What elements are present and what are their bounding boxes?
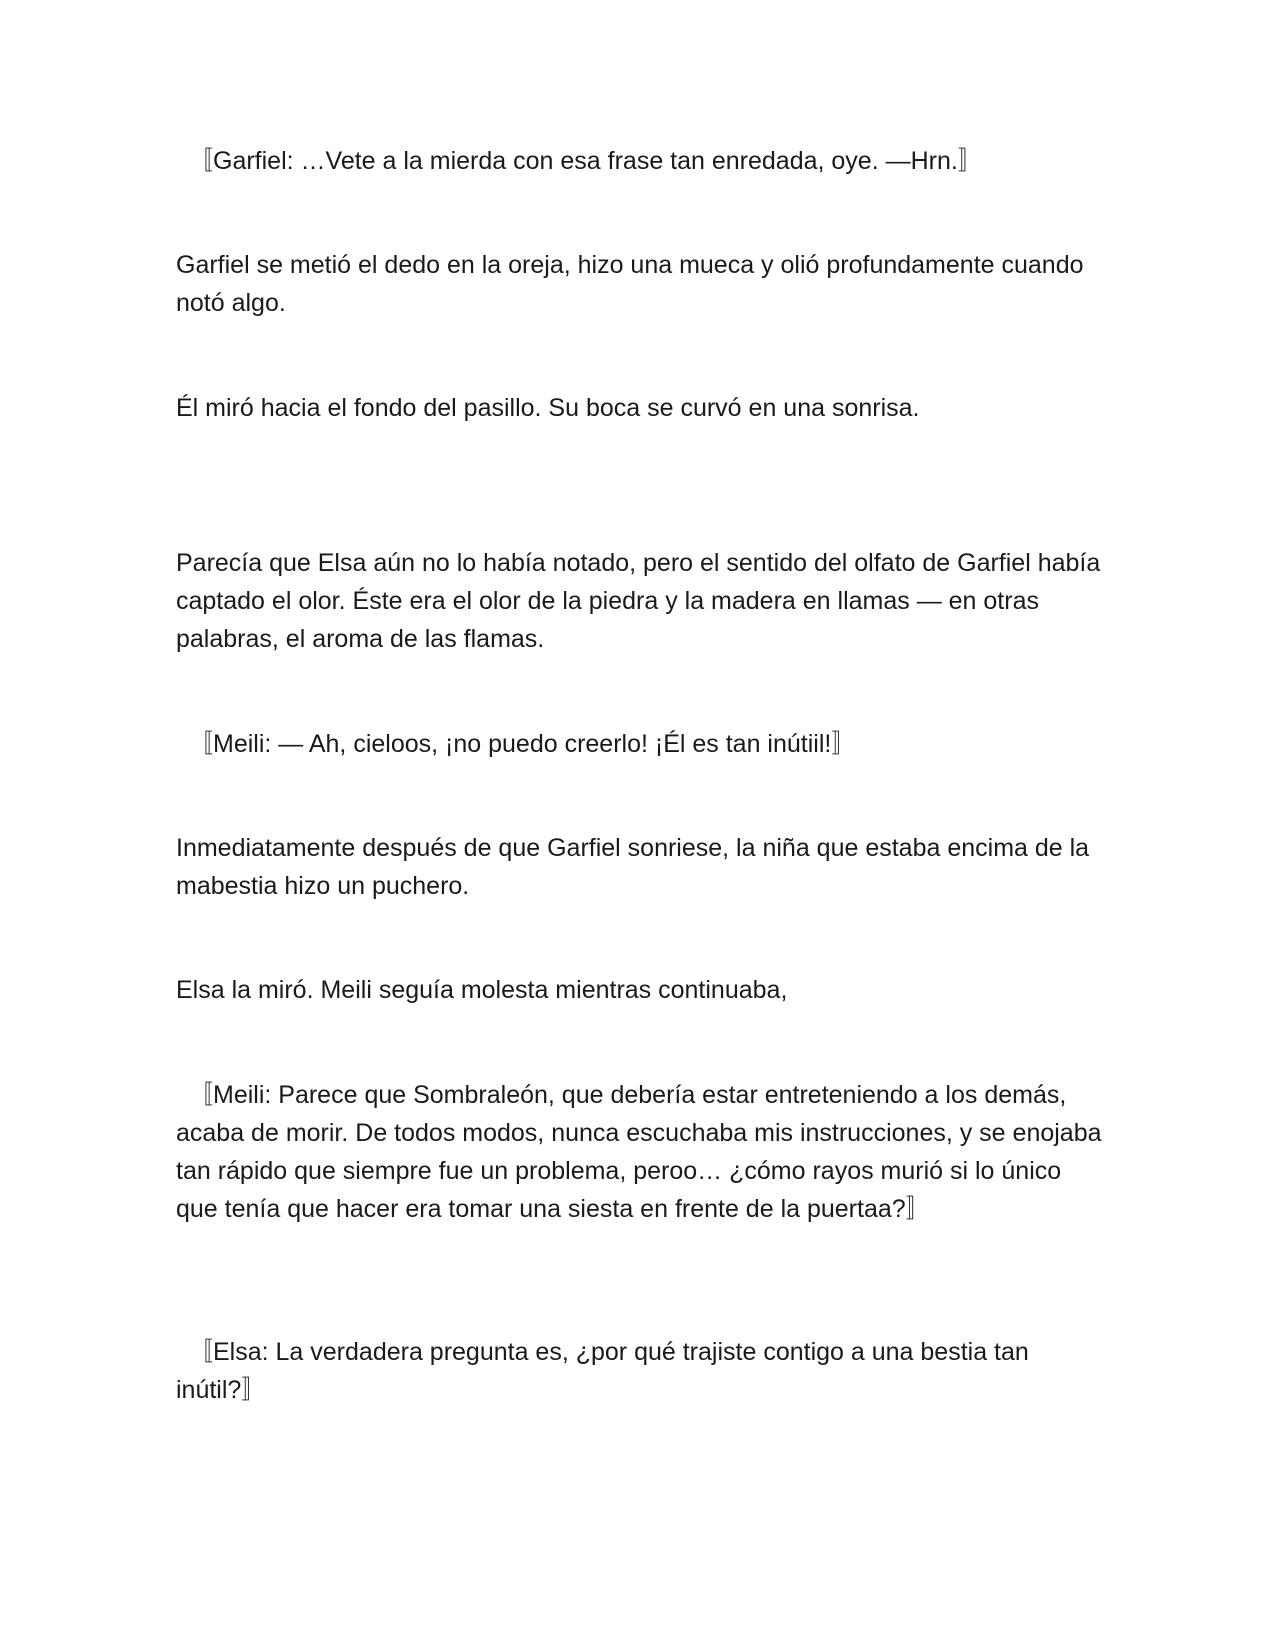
- paragraph-hallway-smile: Él miró hacia el fondo del pasillo. Su boca se curvó en una sonrisa.: [176, 394, 920, 422]
- paragraph-meili-sombraleon: 〚Meili: Parece que Sombraleón, que debería estar entreteniendo a los demás, acaba de morir. De todos modos, nunca escuchaba mis instrucciones, y se enojaba tan rápido que siempre fue un problema, peroo… ¿cómo rayos murió si lo único que tenía que hacer era tomar una siesta en frente de la puertaa?〛: [176, 1081, 1102, 1223]
- paragraph-elsa-looks: Elsa la miró. Meili seguía molesta mientras continuaba,: [176, 976, 788, 1004]
- paragraph-garfiel-dialogue: 〚Garfiel: …Vete a la mierda con esa frase tan enredada, oye. —Hrn.〛: [188, 147, 983, 175]
- paragraph-meili-pout: Inmediatamente después de que Garfiel sonriese, la niña que estaba encima de la mabestia hizo un puchero.: [176, 834, 1090, 900]
- paragraph-meili-exclaim: 〚Meili: — Ah, cieloos, ¡no puedo creerlo! ¡Él es tan inútiil!〛: [188, 730, 857, 758]
- paragraph-elsa-question: 〚Elsa: La verdadera pregunta es, ¿por qué trajiste contigo a una bestia tan inútil?〛: [176, 1338, 1029, 1404]
- paragraph-smell-of-flames: Parecía que Elsa aún no lo había notado, pero el sentido del olfato de Garfiel había captado el olor. Éste era el olor de la piedra y la madera en llamas — en otras palabras, el aroma de las flamas.: [176, 549, 1101, 653]
- paragraph-garfiel-ear: Garfiel se metió el dedo en la oreja, hizo una mueca y olió profundamente cuando notó algo.: [176, 251, 1084, 317]
